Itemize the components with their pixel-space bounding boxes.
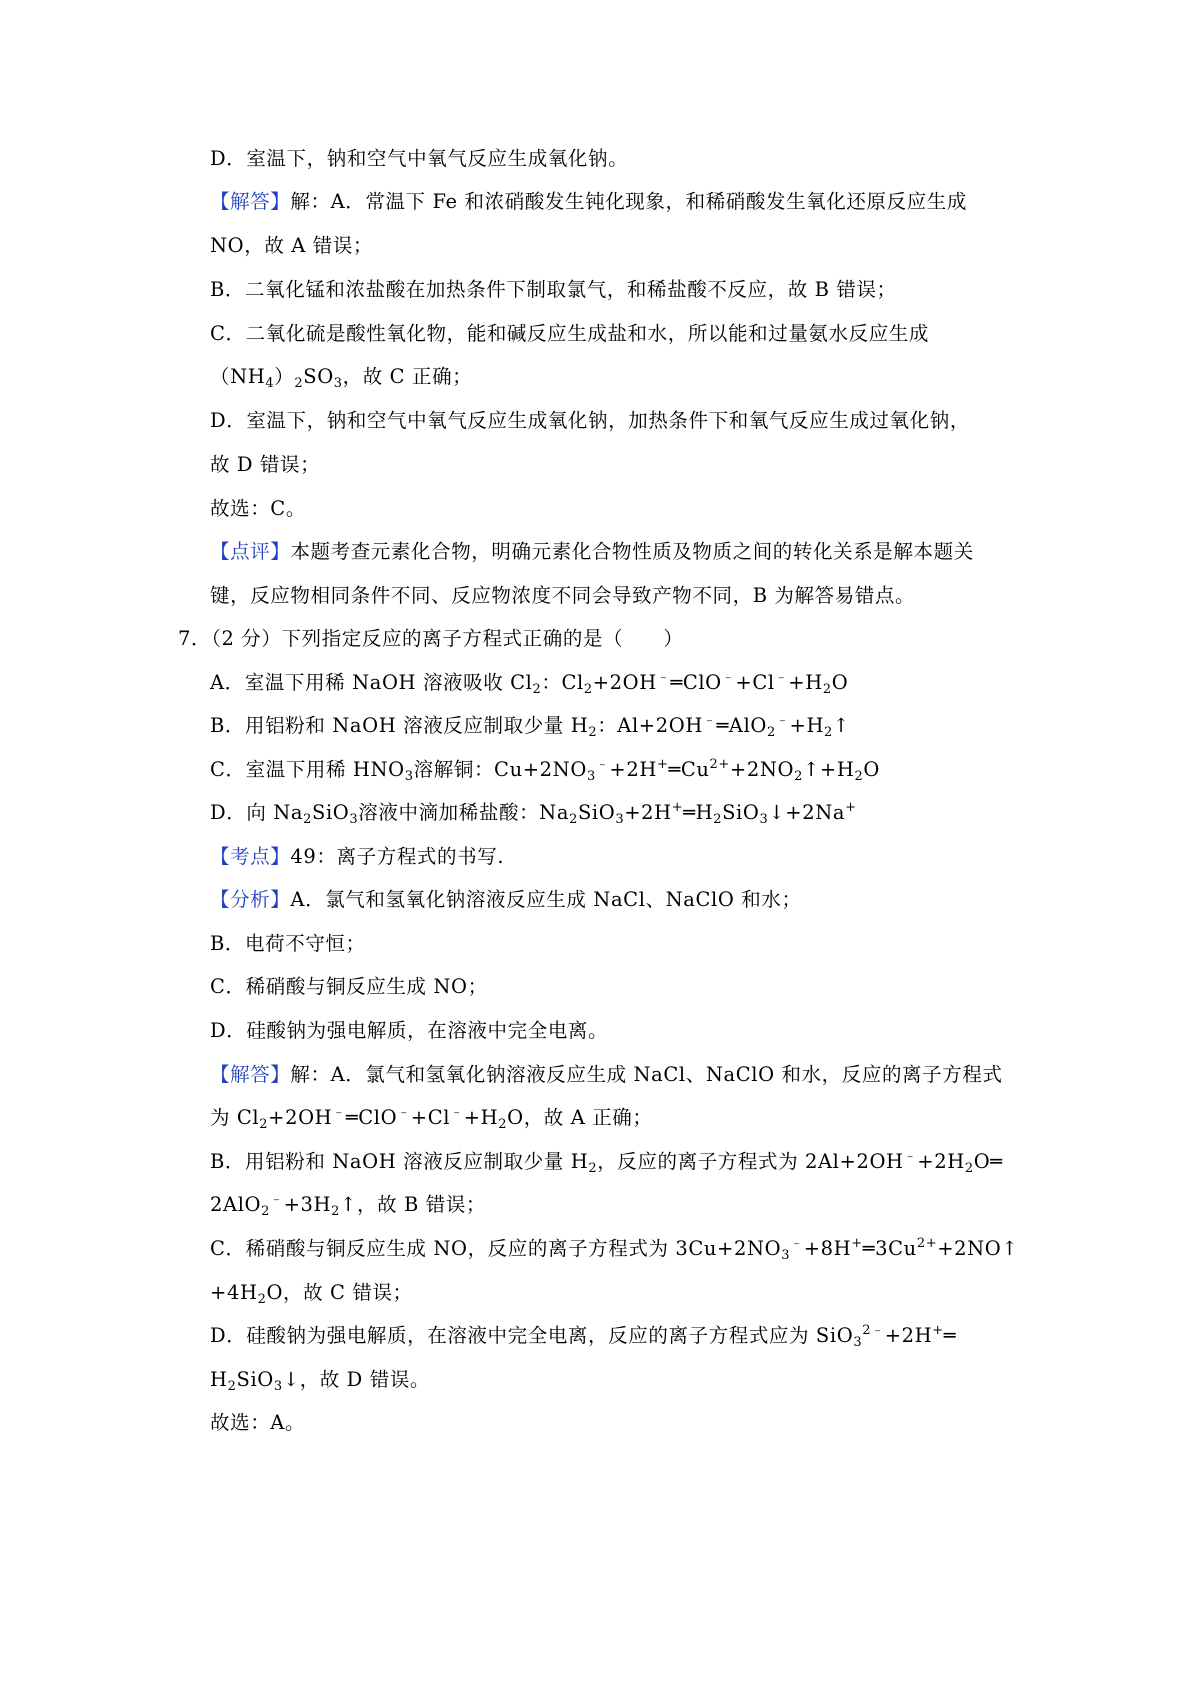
text: NO，故 A 错误； xyxy=(210,234,374,257)
question-7-title xyxy=(178,626,683,652)
answer-choice xyxy=(210,1410,305,1436)
answer-line: D．硅酸钠为强电解质，在溶液中完全电离，反应的离子方程式应为 SiO$_3^{2﹣}$+2H+═ xyxy=(210,1323,957,1350)
text: B．电荷不守恒； xyxy=(210,932,366,955)
answer-line: $(NH_4)_2SO_3$，故 C 正确； xyxy=(210,365,473,391)
text: 故 D 错误； xyxy=(210,453,321,476)
text: 解：A．氯气和氢氧化钠溶液反应生成 NaCl、NaClO 和水，反应的离子方程式 xyxy=(290,1063,1003,1086)
option-a: A．室温下用稀 NaOH 溶液吸收 $Cl_2$：$Cl_2+2OH^﹣═ClO^﹣+Cl^﹣+H_2O$ xyxy=(210,670,849,697)
text: 键，反应物相同条件不同、反应物浓度不同会导致产物不同，B 为解答易错点。 xyxy=(210,584,916,607)
comment-line xyxy=(210,583,915,609)
text: 解：A．常温下 Fe 和浓硝酸发生钝化现象，和稀硝酸发生氧化还原反应生成 xyxy=(290,190,967,213)
analysis-line xyxy=(210,974,488,1000)
text: C．稀硝酸与铜反应生成 NO； xyxy=(210,975,488,998)
text: D．硅酸钠为强电解质，在溶液中完全电离。 xyxy=(210,1019,609,1042)
text: D．室温下，钠和空气中氧气反应生成氧化钠，加热条件下和氧气反应生成过氧化钠， xyxy=(210,409,970,432)
text: 故选：A。 xyxy=(210,1411,306,1434)
answer-line xyxy=(210,321,929,347)
text: C．二氧化硫是酸性氧化物，能和碱反应生成盐和水，所以能和过量氨水反应生成 xyxy=(210,322,930,345)
text: 本题考查元素化合物，明确元素化合物性质及物质之间的转化关系是解本题关 xyxy=(290,540,974,563)
text: 故选：C。 xyxy=(210,497,306,520)
answer-line xyxy=(210,233,373,259)
text: ，故 C 正确； xyxy=(342,365,473,388)
analysis-line xyxy=(210,931,366,957)
option-d-statement xyxy=(210,146,628,172)
text: 49：离子方程式的书写. xyxy=(290,845,505,868)
answer-line xyxy=(210,452,320,478)
option-d: D．向 $Na_2SiO_3$溶液中滴加稀盐酸：$Na_2SiO_3+2H^+═H_2SiO_3↓+2Na^+$ xyxy=(210,800,857,827)
answer-tag: 【解答】 xyxy=(210,1063,291,1086)
answer-line: C．稀硝酸与铜反应生成 NO，反应的离子方程式为 $3Cu+2NO_3^﹣+8H^+═3Cu^{2+}+2NO↑$ xyxy=(210,1236,1019,1263)
point-tag: 【考点】 xyxy=(210,845,291,868)
analysis-line xyxy=(210,1018,608,1044)
answer-line: 为 $Cl_2+2OH^﹣═ClO^﹣+Cl^﹣+H_2O$，故 A 正确； xyxy=(210,1105,653,1132)
answer-line: $2AlO_2^﹣+3H_2↑$，故 B 错误； xyxy=(210,1192,487,1219)
analysis-tag: 【分析】 xyxy=(210,888,291,911)
point-line xyxy=(210,844,504,870)
answer-line xyxy=(210,277,897,303)
text: 7．（2 分）下列指定反应的离子方程式正确的是（ ） xyxy=(178,627,684,650)
answer-line xyxy=(210,189,967,215)
option-c: C．室温下用稀 $HNO_3$溶解铜：$Cu+2NO_3^﹣+2H^+═Cu^{2+}+2NO_2↑+H_2O$ xyxy=(210,757,880,784)
answer-line: $H_2SiO_3↓$，故 D 错误。 xyxy=(210,1368,431,1394)
analysis-line xyxy=(210,887,802,913)
option-b: B．用铝粉和 NaOH 溶液反应制取少量 $H_2$：$Al+2OH^﹣═AlO_2^﹣+H_2↑$ xyxy=(210,713,850,740)
text: A．氯气和氢氧化钠溶液反应生成 NaCl、NaClO 和水； xyxy=(290,888,802,911)
answer-tag: 【解答】 xyxy=(210,190,291,213)
comment-line xyxy=(210,539,974,565)
answer-line xyxy=(210,1062,1003,1088)
text: D．室温下，钠和空气中氧气反应生成氧化钠。 xyxy=(210,147,629,170)
answer-line: B．用铝粉和 NaOH 溶液反应制取少量 $H_2$，反应的离子方程式为 $2Al+2OH^﹣+2H_2O═$ xyxy=(210,1149,1003,1176)
answer-line: $+4H_2O$，故 C 错误； xyxy=(210,1281,413,1307)
answer-choice xyxy=(210,496,306,522)
comment-tag: 【点评】 xyxy=(210,540,291,563)
text: B．二氧化锰和浓盐酸在加热条件下制取氯气，和稀盐酸不反应，故 B 错误； xyxy=(210,278,897,301)
answer-line xyxy=(210,408,970,434)
